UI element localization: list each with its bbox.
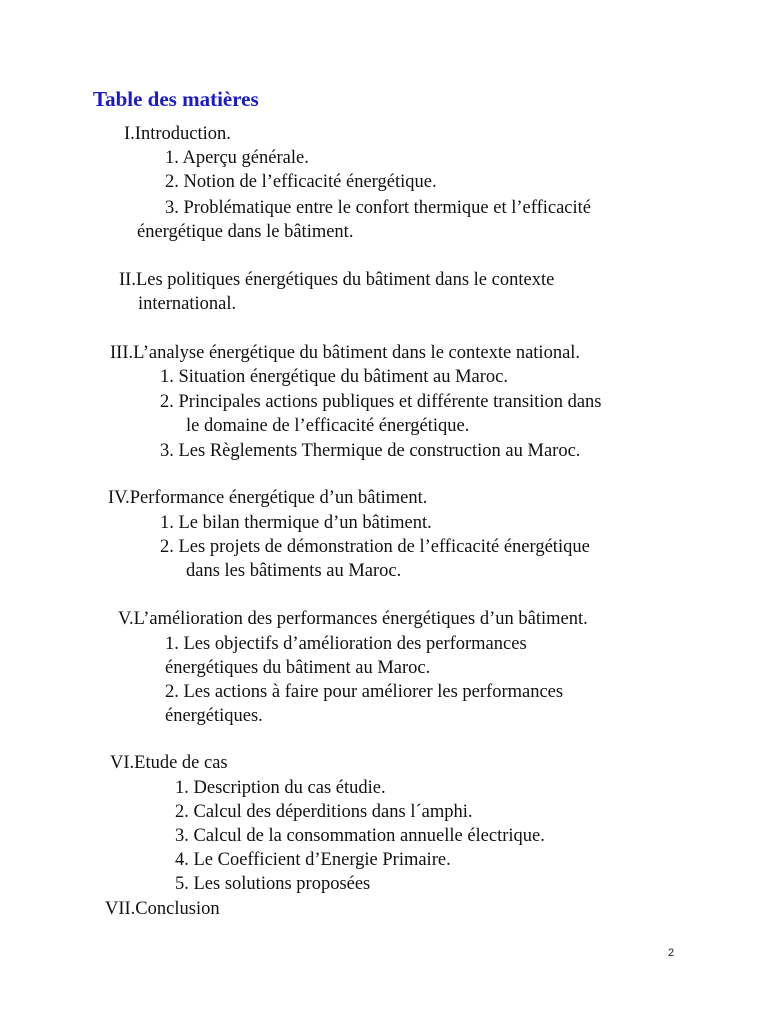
- toc-item-continued: dans les bâtiments au Maroc.: [186, 561, 402, 581]
- toc-section-5: V.L’amélioration des performances énergétiques d’un bâtiment.: [118, 609, 588, 629]
- page-title: Table des matières: [93, 87, 259, 111]
- toc-item-continued: le domaine de l’efficacité énergétique.: [186, 416, 470, 436]
- toc-section-continued: international.: [138, 294, 237, 314]
- toc-item: 1. Aperçu générale.: [165, 148, 309, 168]
- toc-item: 1. Situation énergétique du bâtiment au Maroc.: [160, 367, 508, 387]
- toc-section-1: I.Introduction.: [124, 124, 231, 144]
- toc-item-continued: énergétiques.: [165, 706, 263, 726]
- toc-item: 2. Principales actions publiques et différente transition dans: [160, 392, 602, 412]
- toc-section-7: VII.Conclusion: [105, 899, 220, 919]
- toc-item: 4. Le Coefficient d’Energie Primaire.: [175, 850, 451, 870]
- toc-section-2: II.Les politiques énergétiques du bâtiment dans le contexte: [119, 270, 555, 290]
- toc-item-continued: énergétiques du bâtiment au Maroc.: [165, 658, 431, 678]
- toc-item: 1. Les objectifs d’amélioration des performances: [165, 634, 527, 654]
- toc-item: 2. Notion de l’efficacité énergétique.: [165, 172, 437, 192]
- toc-item: 3. Calcul de la consommation annuelle électrique.: [175, 826, 545, 846]
- toc-item: 2. Les actions à faire pour améliorer les performances: [165, 682, 564, 702]
- toc-item: 1. Le bilan thermique d’un bâtiment.: [160, 513, 432, 533]
- toc-item: 2. Calcul des déperditions dans l´amphi.: [175, 802, 473, 822]
- toc-item: 1. Description du cas étudie.: [175, 778, 386, 798]
- toc-section-3: III.L’analyse énergétique du bâtiment dans le contexte national.: [110, 343, 581, 363]
- toc-item: 3. Les Règlements Thermique de construction au Maroc.: [160, 441, 581, 461]
- toc-item-continued: énergétique dans le bâtiment.: [137, 222, 354, 242]
- toc-item: 5. Les solutions proposées: [175, 874, 371, 894]
- toc-section-4: IV.Performance énergétique d’un bâtiment.: [108, 488, 428, 508]
- toc-item: 2. Les projets de démonstration de l’efficacité énergétique: [160, 537, 590, 557]
- toc-section-6: VI.Etude de cas: [110, 753, 228, 773]
- toc-item: 3. Problématique entre le confort thermique et l’efficacité: [165, 198, 592, 218]
- page-number: 2: [668, 947, 675, 959]
